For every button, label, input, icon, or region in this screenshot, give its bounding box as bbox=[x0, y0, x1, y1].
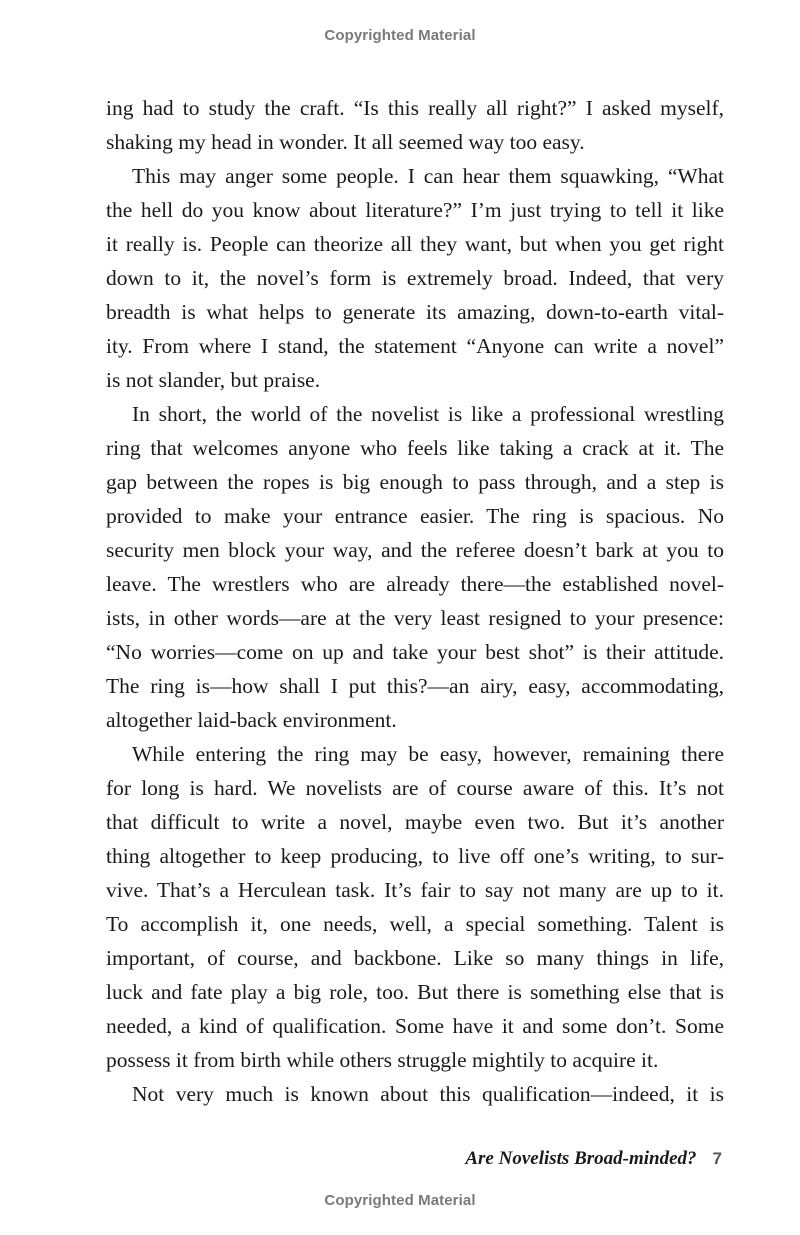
text-line: altogether laid-back environment. bbox=[106, 708, 397, 732]
text-line: vive. That’s a Herculean task. It’s fair to say not many are up to it. bbox=[106, 878, 724, 902]
text-line: luck and fate play a big role, too. But there is something else that is bbox=[106, 980, 724, 1004]
text-line: This may anger some people. I can hear them squawking, “What bbox=[132, 164, 724, 188]
text-line: it really is. People can theorize all they want, but when you get right bbox=[106, 232, 724, 256]
text-line: ity. From where I stand, the statement “Anyone can write a novel” bbox=[106, 334, 724, 358]
text-line: To accomplish it, one needs, well, a special something. Talent is bbox=[106, 912, 724, 936]
text-line: breadth is what helps to generate its amazing, down-to-earth vital- bbox=[106, 300, 724, 324]
text-line: In short, the world of the novelist is like a professional wrestling bbox=[132, 402, 724, 426]
text-line: the hell do you know about literature?” I’m just trying to tell it like bbox=[106, 198, 724, 222]
running-title: Are Novelists Broad-minded? bbox=[465, 1148, 697, 1169]
text-line: The ring is—how shall I put this?—an airy, easy, accommodating, bbox=[106, 674, 724, 698]
text-line: ring that welcomes anyone who feels like taking a crack at it. The bbox=[106, 436, 724, 460]
text-line: down to it, the novel’s form is extremely broad. Indeed, that very bbox=[106, 266, 724, 290]
text-line: “No worries—come on up and take your best shot” is their attitude. bbox=[106, 640, 724, 664]
text-line: ists, in other words—are at the very least resigned to your presence: bbox=[106, 606, 724, 630]
text-line: ing had to study the craft. “Is this really all right?” I asked myself, bbox=[106, 96, 724, 120]
text-line: thing altogether to keep producing, to live off one’s writing, to sur- bbox=[106, 844, 724, 868]
text-line: important, of course, and backbone. Like so many things in life, bbox=[106, 946, 724, 970]
text-line: security men block your way, and the referee doesn’t bark at you to bbox=[106, 538, 724, 562]
copyright-watermark-bottom: Copyrighted Material bbox=[324, 1192, 476, 1209]
text-line: provided to make your entrance easier. The ring is spacious. No bbox=[106, 504, 724, 528]
text-line: gap between the ropes is big enough to pass through, and a step is bbox=[106, 470, 724, 494]
text-line: that difficult to write a novel, maybe even two. But it’s another bbox=[106, 810, 724, 834]
text-line: needed, a kind of qualification. Some have it and some don’t. Some bbox=[106, 1014, 724, 1038]
text-line: for long is hard. We novelists are of course aware of this. It’s not bbox=[106, 776, 724, 800]
text-line: is not slander, but praise. bbox=[106, 368, 321, 392]
copyright-watermark-top: Copyrighted Material bbox=[324, 27, 476, 44]
text-line: Not very much is known about this qualification—indeed, it is bbox=[132, 1082, 724, 1106]
page-number: 7 bbox=[712, 1149, 722, 1168]
running-footer bbox=[465, 1148, 722, 1170]
text-line: shaking my head in wonder. It all seemed way too easy. bbox=[106, 130, 585, 154]
text-line: leave. The wrestlers who are already there—the established novel- bbox=[106, 572, 724, 596]
page-body-text bbox=[106, 91, 724, 1111]
text-line: While entering the ring may be easy, however, remaining there bbox=[132, 742, 724, 766]
text-line: possess it from birth while others struggle mightily to acquire it. bbox=[106, 1048, 659, 1072]
